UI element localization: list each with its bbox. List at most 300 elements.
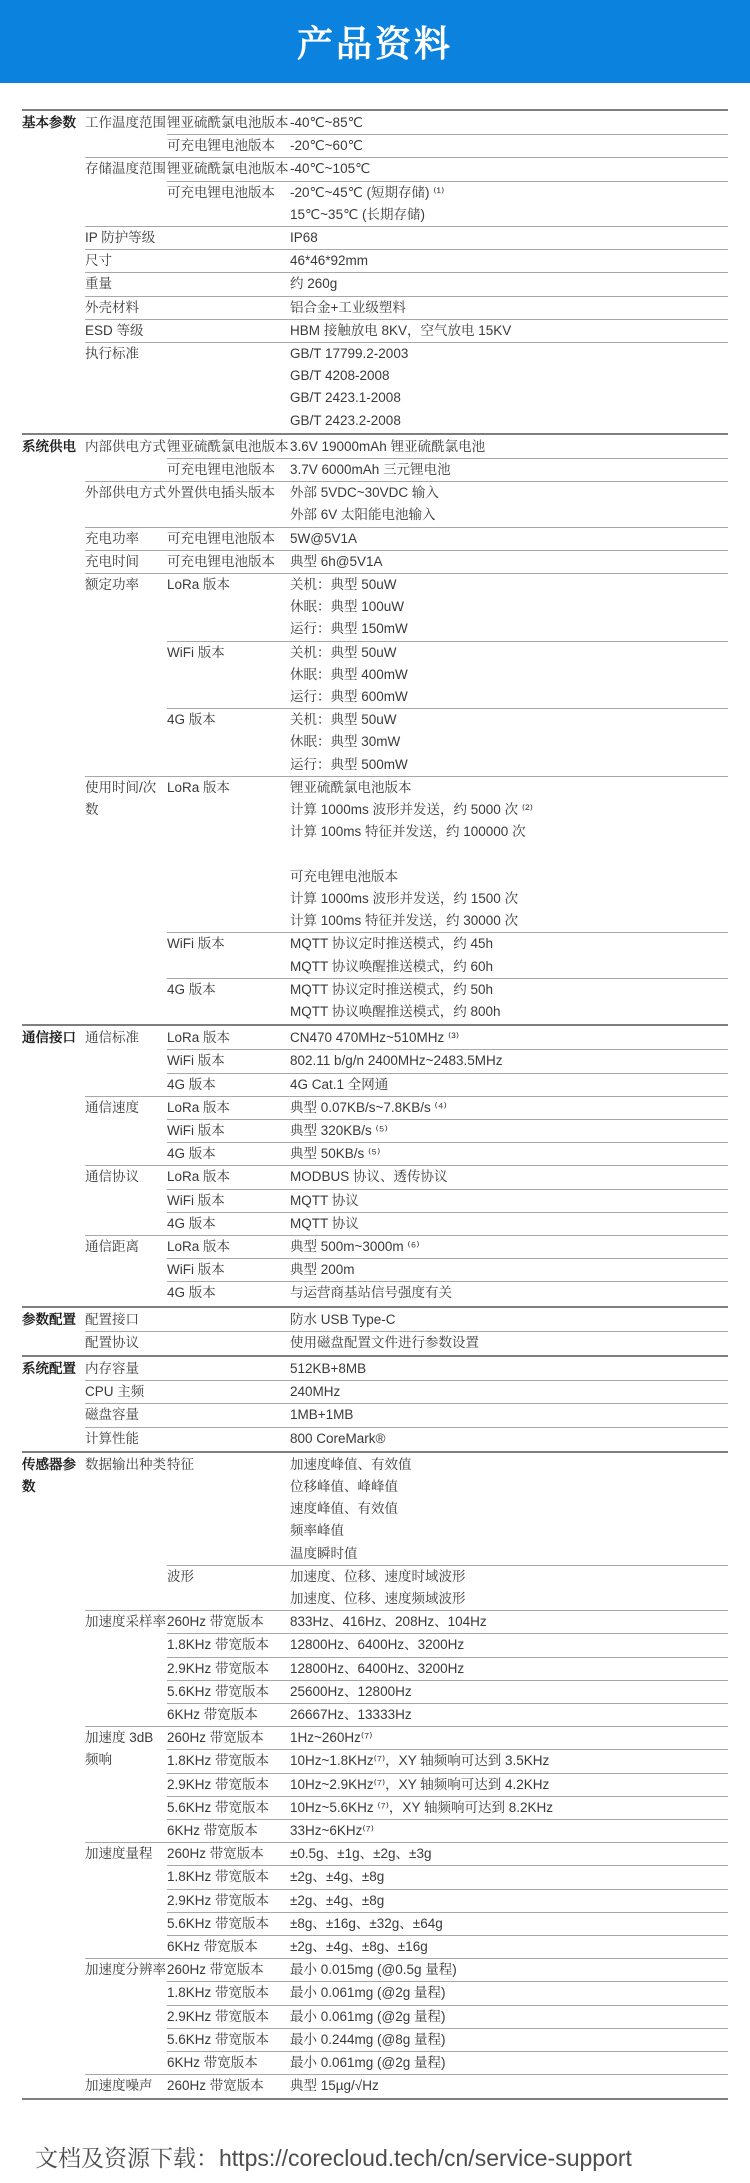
group-body xyxy=(167,1166,728,1235)
group-body xyxy=(167,551,728,573)
value-line: 使用磁盘配置文件进行参数设置 xyxy=(290,1334,479,1350)
value-cell xyxy=(290,1797,728,1819)
value-line: 锂亚硫酰氯电池版本 xyxy=(290,779,412,795)
version-label: 2.9KHz 带宽版本 xyxy=(167,1776,270,1792)
version-label: 260Hz 带宽版本 xyxy=(167,1730,264,1746)
spec-subrow xyxy=(167,978,728,1023)
version-label: WiFi 版本 xyxy=(167,1262,225,1278)
spec-subrow xyxy=(167,1332,728,1354)
version-label: 1.8KHz 带宽版本 xyxy=(167,1869,270,1885)
value-line: 温度瞬时值 xyxy=(290,1545,358,1561)
spec-subrow xyxy=(167,1212,728,1235)
footer xyxy=(35,2140,730,2173)
spec-subrow xyxy=(167,1611,728,1633)
value-line: 休眠：典型 100uW xyxy=(290,599,405,615)
value-line: 3.7V 6000mAh 三元锂电池 xyxy=(290,462,451,478)
version-label: 波形 xyxy=(167,1568,194,1584)
section-body xyxy=(85,1309,728,1354)
param-name: 内部供电方式 xyxy=(85,438,166,454)
param-name: 计算性能 xyxy=(85,1430,139,1446)
spec-subrow xyxy=(167,708,728,776)
section-body xyxy=(85,436,728,1023)
version-label: LoRa 版本 xyxy=(167,1169,231,1185)
spec-section xyxy=(22,1451,728,2099)
value-cell xyxy=(290,551,728,573)
value-cell xyxy=(290,1213,728,1235)
value-line: 运行：典型 600mW xyxy=(290,689,408,705)
spec-row-group xyxy=(85,249,728,272)
version-label: 锂亚硫酰氯电池版本 xyxy=(167,438,289,454)
value-line: 最小 0.061mg (@2g 量程) xyxy=(290,2008,446,2024)
value-line: GB/T 4208-2008 xyxy=(290,368,390,384)
value-line: 512KB+8MB xyxy=(290,1360,367,1376)
param-name: 加速度噪声 xyxy=(85,2078,153,2094)
param-name: 磁盘容量 xyxy=(85,1407,139,1423)
value-line: 15℃~35℃ (长期存储) xyxy=(290,206,425,222)
group-body xyxy=(167,1428,728,1450)
value-cell xyxy=(290,135,728,157)
spec-row-group xyxy=(85,1380,728,1403)
spec-subrow xyxy=(167,932,728,977)
group-body xyxy=(167,1309,728,1331)
value-line: -40℃~85℃ xyxy=(290,115,363,130)
value-line: 外部 5VDC~30VDC 输入 xyxy=(290,485,439,501)
value-cell xyxy=(290,459,728,481)
version-label xyxy=(167,1428,290,1450)
spec-subrow xyxy=(167,1027,728,1049)
value-line: 关机：典型 50uW xyxy=(290,712,397,728)
group-body xyxy=(167,2075,728,2097)
value-line: 最小 0.244mg (@8g 量程) xyxy=(290,2031,446,2047)
version-label: 2.9KHz 带宽版本 xyxy=(167,1892,270,1908)
value-cell xyxy=(290,642,728,709)
value-line: -20℃~45℃ (短期存储) ⁽¹⁾ xyxy=(290,184,445,200)
value-line: 800 CoreMark® xyxy=(290,1430,386,1446)
value-cell xyxy=(290,1282,728,1304)
value-line: 3.6V 19000mAh 锂亚硫酰氯电池 xyxy=(290,438,486,454)
spec-row-group xyxy=(85,226,728,249)
spec-subrow xyxy=(167,1773,728,1796)
value-line: IP68 xyxy=(290,230,318,246)
value-line: 典型 0.07KB/s~7.8KB/s ⁽⁴⁾ xyxy=(290,1099,447,1115)
spec-subrow xyxy=(167,1680,728,1703)
group-body xyxy=(167,227,728,249)
value-cell xyxy=(290,482,728,526)
value-line: 休眠：典型 30mW xyxy=(290,734,401,750)
group-body xyxy=(167,273,728,295)
value-line: MQTT 协议唤醒推送模式，约 60h xyxy=(290,958,494,974)
group-body xyxy=(167,1454,728,1610)
spec-subrow xyxy=(167,1889,728,1912)
spec-section xyxy=(22,1024,728,1305)
spec-subrow xyxy=(167,158,728,180)
value-line: -40℃~105℃ xyxy=(290,161,371,177)
value-cell xyxy=(290,2052,728,2074)
section-body xyxy=(85,1027,728,1304)
spec-subrow xyxy=(167,2028,728,2051)
value-cell xyxy=(290,2006,728,2028)
version-label xyxy=(167,297,290,319)
param-name: 加速度分辨率 xyxy=(85,1962,166,1978)
group-body xyxy=(167,343,728,432)
version-label xyxy=(167,227,290,249)
group-body xyxy=(167,250,728,272)
spec-row-group xyxy=(85,272,728,295)
spec-subrow xyxy=(167,1565,728,1610)
value-cell xyxy=(290,1050,728,1072)
value-cell xyxy=(290,1027,728,1049)
value-cell xyxy=(290,1097,728,1119)
value-line: GB/T 2423.1-2008 xyxy=(290,390,401,406)
spec-subrow xyxy=(167,250,728,272)
section-title: 参数配置 xyxy=(22,1311,76,1327)
group-body xyxy=(167,528,728,550)
spec-row-group xyxy=(85,1096,728,1166)
version-label: 外置供电插头版本 xyxy=(167,485,275,501)
spec-subrow xyxy=(167,436,728,458)
value-cell xyxy=(290,1074,728,1096)
value-line: 1Hz~260Hz⁽⁷⁾ xyxy=(290,1730,373,1746)
version-label: LoRa 版本 xyxy=(167,1030,231,1046)
value-line: 最小 0.061mg (@2g 量程) xyxy=(290,1985,446,2001)
group-body xyxy=(167,297,728,319)
version-label: 260Hz 带宽版本 xyxy=(167,1962,264,1978)
spec-subrow xyxy=(167,1843,728,1865)
param-name: 内存容量 xyxy=(85,1360,139,1376)
value-line: 最小 0.015mg (@0.5g 量程) xyxy=(290,1962,457,1978)
param-name: 尺寸 xyxy=(85,253,112,269)
version-label: WiFi 版本 xyxy=(167,936,225,952)
value-cell xyxy=(290,1190,728,1212)
group-body xyxy=(167,436,728,481)
value-line: 46*46*92mm xyxy=(290,253,369,269)
value-line: 典型 500m~3000m ⁽⁶⁾ xyxy=(290,1238,420,1254)
spec-subrow xyxy=(167,1309,728,1331)
param-name: 使用时间/次数 xyxy=(85,779,157,818)
value-cell xyxy=(290,1404,728,1426)
value-line: 计算 1000ms 波形并发送，约 1500 次 xyxy=(290,890,519,906)
version-label: 4G 版本 xyxy=(167,981,216,997)
spec-row-group xyxy=(85,1958,728,2074)
group-body xyxy=(167,482,728,526)
value-line: 计算 1000ms 波形并发送，约 5000 次 ⁽²⁾ xyxy=(290,802,533,818)
section-body xyxy=(85,1358,728,1450)
value-line: MODBUS 协议、透传协议 xyxy=(290,1169,448,1185)
spec-subrow xyxy=(167,1796,728,1819)
spec-subrow xyxy=(167,574,728,641)
value-cell xyxy=(290,273,728,295)
group-body xyxy=(167,1332,728,1354)
group-body xyxy=(167,158,728,226)
version-label: 4G 版本 xyxy=(167,1285,216,1301)
value-line: 典型 320KB/s ⁽⁵⁾ xyxy=(290,1122,388,1138)
param-name: 通信速度 xyxy=(85,1099,139,1115)
version-label: LoRa 版本 xyxy=(167,1238,231,1254)
spec-row-group xyxy=(85,1358,728,1380)
value-cell xyxy=(290,574,728,641)
value-line xyxy=(290,844,728,866)
value-cell xyxy=(290,1890,728,1912)
value-line: 铝合金+工业级塑料 xyxy=(290,299,406,315)
value-cell xyxy=(290,1566,728,1610)
spec-subrow xyxy=(167,181,728,226)
version-label: 6KHz 带宽版本 xyxy=(167,2055,258,2071)
version-label xyxy=(167,343,290,432)
value-line: MQTT 协议定时推送模式，约 50h xyxy=(290,981,494,997)
spec-subrow xyxy=(167,1727,728,1749)
value-line: 4G Cat.1 全网通 xyxy=(290,1076,389,1092)
version-label: WiFi 版本 xyxy=(167,1053,225,1069)
spec-subrow xyxy=(167,528,728,550)
spec-subrow xyxy=(167,1142,728,1165)
group-body xyxy=(167,1381,728,1403)
group-body xyxy=(167,1727,728,1842)
spec-subrow xyxy=(167,1258,728,1281)
spec-subrow xyxy=(167,1657,728,1680)
version-label: 260Hz 带宽版本 xyxy=(167,1614,264,1630)
spec-subrow xyxy=(167,2075,728,2097)
version-label: 4G 版本 xyxy=(167,1215,216,1231)
spec-subrow xyxy=(167,112,728,134)
value-line: 频率峰值 xyxy=(290,1523,344,1539)
value-line: MQTT 协议唤醒推送模式，约 800h xyxy=(290,1003,501,1019)
spec-subrow xyxy=(167,1703,728,1726)
spec-row-group xyxy=(85,112,728,157)
spec-subrow xyxy=(167,777,728,932)
param-name: ESD 等级 xyxy=(85,322,144,338)
spec-subrow xyxy=(167,1865,728,1888)
value-cell xyxy=(290,1634,728,1656)
section-title: 通信接口 xyxy=(22,1030,76,1046)
value-cell xyxy=(290,1120,728,1142)
param-name: 加速度 3dB 频响 xyxy=(85,1730,154,1768)
value-line: ±2g、±4g、±8g、±16g xyxy=(290,1939,428,1955)
version-label: 4G 版本 xyxy=(167,1146,216,1162)
value-line: 240MHz xyxy=(290,1384,341,1400)
section-title: 系统配置 xyxy=(22,1360,76,1376)
value-cell xyxy=(290,777,728,932)
version-label: 6KHz 带宽版本 xyxy=(167,1939,258,1955)
value-line: 外部 6V 太阳能电池输入 xyxy=(290,507,436,523)
version-label: 1.8KHz 带宽版本 xyxy=(167,1753,270,1769)
spec-subrow xyxy=(167,1819,728,1842)
param-name: 工作温度范围 xyxy=(85,115,166,130)
value-cell xyxy=(290,1143,728,1165)
spec-row-group xyxy=(85,550,728,573)
spec-section xyxy=(22,109,728,433)
param-name: 数据输出种类 xyxy=(85,1456,166,1472)
spec-subrow xyxy=(167,2005,728,2028)
spec-subrow xyxy=(167,1428,728,1450)
spec-subrow xyxy=(167,1049,728,1072)
spec-subrow xyxy=(167,273,728,295)
value-cell xyxy=(290,1913,728,1935)
spec-subrow xyxy=(167,1959,728,1981)
spec-row-group xyxy=(85,436,728,481)
page-title: 产品资料 xyxy=(296,23,453,64)
value-line: 运行：典型 150mW xyxy=(290,621,408,637)
value-line: 典型 50KB/s ⁽⁵⁾ xyxy=(290,1146,381,1162)
spec-subrow xyxy=(167,1281,728,1304)
value-line: GB/T 17799.2-2003 xyxy=(290,346,409,362)
value-cell xyxy=(290,2029,728,2051)
version-label: 5.6KHz 带宽版本 xyxy=(167,1799,270,1815)
version-label: WiFi 版本 xyxy=(167,1192,225,1208)
version-label: LoRa 版本 xyxy=(167,577,231,593)
spec-subrow xyxy=(167,1189,728,1212)
value-line: 最小 0.061mg (@2g 量程) xyxy=(290,2055,446,2071)
param-name: 充电功率 xyxy=(85,530,139,546)
group-body xyxy=(167,777,728,1023)
section-title: 传感器参数 xyxy=(22,1456,76,1494)
value-cell xyxy=(290,528,728,550)
value-cell xyxy=(290,227,728,249)
value-line: 速度峰值、有效值 xyxy=(290,1501,398,1517)
value-line: MQTT 协议定时推送模式，约 45h xyxy=(290,936,494,952)
version-label: 锂亚硫酰氯电池版本 xyxy=(167,115,289,130)
group-body xyxy=(167,1236,728,1305)
group-body xyxy=(167,1404,728,1426)
value-line: 加速度、位移、速度时域波形 xyxy=(290,1568,466,1584)
spec-subrow xyxy=(167,1381,728,1403)
value-line: 1MB+1MB xyxy=(290,1407,354,1423)
version-label: 可充电锂电池版本 xyxy=(167,184,275,200)
param-name: 外部供电方式 xyxy=(85,485,166,501)
spec-subrow xyxy=(167,2051,728,2074)
version-label: 可充电锂电池版本 xyxy=(167,530,275,546)
version-label: WiFi 版本 xyxy=(167,644,225,660)
section-body xyxy=(85,1454,728,2098)
value-line: 位移峰值、峰峰值 xyxy=(290,1478,398,1494)
version-label: 2.9KHz 带宽版本 xyxy=(167,1660,270,1676)
value-cell xyxy=(290,2075,728,2097)
param-name: 执行标准 xyxy=(85,346,139,362)
value-cell xyxy=(290,112,728,134)
group-body xyxy=(167,1358,728,1380)
value-cell xyxy=(290,297,728,319)
param-name: 通信距离 xyxy=(85,1238,139,1254)
spec-row-group xyxy=(85,1610,728,1726)
value-line: MQTT 协议 xyxy=(290,1192,359,1208)
spec-row-group xyxy=(85,1403,728,1426)
value-line: 防水 USB Type-C xyxy=(290,1311,396,1327)
spec-subrow xyxy=(167,343,728,432)
value-cell xyxy=(290,1658,728,1680)
value-line: 802.11 b/g/n 2400MHz~2483.5MHz xyxy=(290,1053,503,1069)
value-line: 关机：典型 50uW xyxy=(290,644,397,660)
value-line: 10Hz~1.8KHz⁽⁷⁾，XY 轴频响可达到 3.5KHz xyxy=(290,1753,550,1769)
value-line: GB/T 2423.2-2008 xyxy=(290,412,401,428)
value-cell xyxy=(290,1982,728,2004)
version-label xyxy=(167,1404,290,1426)
section-title: 系统供电 xyxy=(22,438,76,454)
value-cell xyxy=(290,182,728,226)
value-line: 12800Hz、6400Hz、3200Hz xyxy=(290,1660,465,1676)
footer-download-link[interactable]: https://corecloud.tech/cn/service-support xyxy=(219,2145,632,2172)
spec-row-group xyxy=(85,1427,728,1450)
version-label xyxy=(167,320,290,342)
spec-subrow xyxy=(167,227,728,249)
version-label xyxy=(167,1332,290,1354)
spec-row-group xyxy=(85,2074,728,2097)
section-body xyxy=(85,112,728,432)
group-body xyxy=(167,1959,728,2074)
spec-row-group xyxy=(85,481,728,526)
value-cell xyxy=(290,343,728,432)
value-cell xyxy=(290,1936,728,1958)
version-label: 1.8KHz 带宽版本 xyxy=(167,1637,270,1653)
version-label xyxy=(167,1381,290,1403)
value-cell xyxy=(290,1381,728,1403)
value-line: 典型 6h@5V1A xyxy=(290,553,383,569)
spec-subrow xyxy=(167,1097,728,1119)
spec-section xyxy=(22,1355,728,1451)
spec-row-group xyxy=(85,1027,728,1096)
spec-row-group xyxy=(85,527,728,550)
spec-row-group xyxy=(85,776,728,1023)
value-cell xyxy=(290,1332,728,1354)
version-label: 可充电锂电池版本 xyxy=(167,462,275,478)
group-body xyxy=(167,1027,728,1096)
value-line: 计算 100ms 特征并发送，约 100000 次 xyxy=(290,824,526,840)
param-name: 配置协议 xyxy=(85,1334,139,1350)
spec-subrow xyxy=(167,1073,728,1096)
section-title: 基本参数 xyxy=(22,115,76,130)
spec-row-group xyxy=(85,1165,728,1235)
value-cell xyxy=(290,1727,728,1749)
value-line: 12800Hz、6400Hz、3200Hz xyxy=(290,1637,465,1653)
value-line: 典型 200m xyxy=(290,1262,355,1278)
value-line: 10Hz~5.6KHz ⁽⁷⁾，XY 轴频响可达到 8.2KHz xyxy=(290,1799,553,1815)
value-line: 10Hz~2.9KHz⁽⁷⁾，XY 轴频响可达到 4.2KHz xyxy=(290,1776,550,1792)
spec-row-group xyxy=(85,1726,728,1842)
param-name: 充电时间 xyxy=(85,553,139,569)
value-cell xyxy=(290,1681,728,1703)
value-line: ±8g、±16g、±32g、±64g xyxy=(290,1915,443,1931)
value-cell xyxy=(290,320,728,342)
version-label: 可充电锂电池版本 xyxy=(167,553,275,569)
value-cell xyxy=(290,1358,728,1380)
param-name: 通信标准 xyxy=(85,1030,139,1046)
value-cell xyxy=(290,1611,728,1633)
version-label: 5.6KHz 带宽版本 xyxy=(167,1683,270,1699)
spec-row-group xyxy=(85,1331,728,1354)
spec-subrow xyxy=(167,1119,728,1142)
value-line: ±2g、±4g、±8g xyxy=(290,1869,385,1885)
param-name: 通信协议 xyxy=(85,1169,139,1185)
spec-row-group xyxy=(85,1454,728,1610)
version-label xyxy=(167,1358,290,1380)
spec-subrow xyxy=(167,1454,728,1565)
value-line: -20℃~60℃ xyxy=(290,138,363,154)
group-body xyxy=(167,1843,728,1958)
version-label xyxy=(167,1309,290,1331)
value-cell xyxy=(290,1843,728,1865)
value-cell xyxy=(290,1959,728,1981)
value-line: 26667Hz、13333Hz xyxy=(290,1707,412,1723)
value-line: ±2g、±4g、±8g xyxy=(290,1892,385,1908)
spec-row-group xyxy=(85,1309,728,1331)
value-line: 计算 100ms 特征并发送，约 30000 次 xyxy=(290,913,519,929)
version-label: 5.6KHz 带宽版本 xyxy=(167,2031,270,2047)
value-cell xyxy=(290,250,728,272)
spec-row-group xyxy=(85,157,728,226)
spec-row-group xyxy=(85,1235,728,1305)
spec-subrow xyxy=(167,1166,728,1188)
param-name: IP 防护等级 xyxy=(85,230,156,246)
version-label: 260Hz 带宽版本 xyxy=(167,1846,264,1862)
group-body xyxy=(167,320,728,342)
